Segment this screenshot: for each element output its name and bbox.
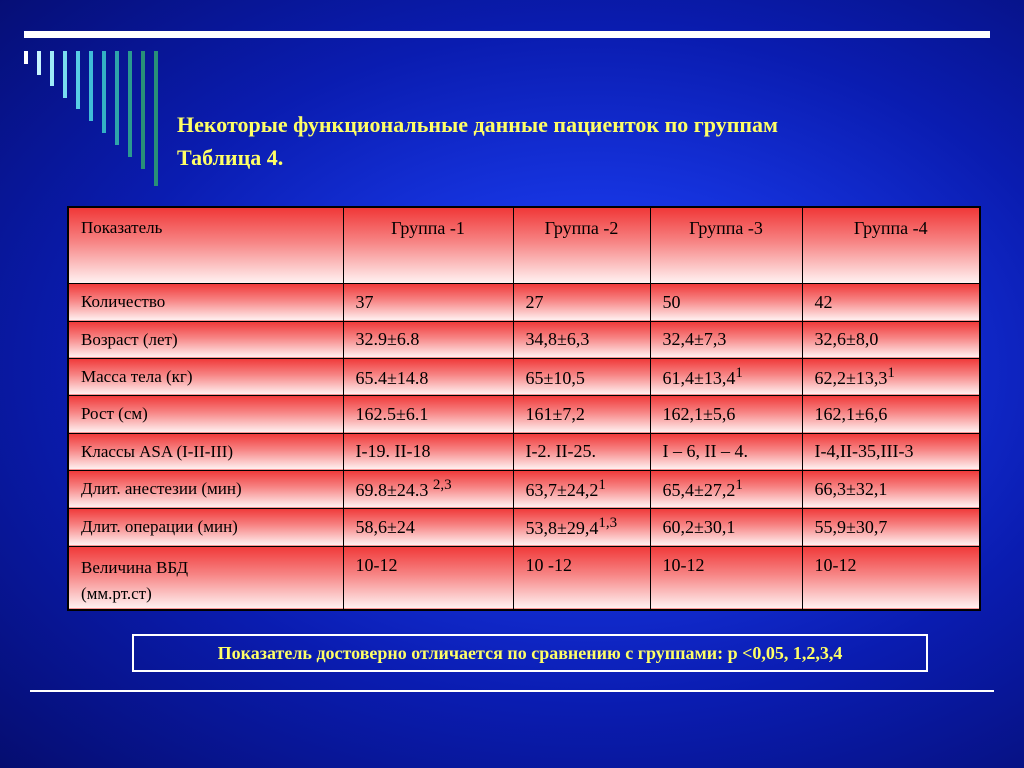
table-cell: 42	[802, 283, 980, 321]
deco-bar-9	[128, 51, 132, 157]
deco-bar-1	[24, 51, 28, 64]
table-cell: I – 6, II – 4.	[650, 433, 802, 470]
header-indicator: Показатель	[68, 207, 343, 283]
table-row	[68, 546, 980, 610]
table-cell: 10-12	[343, 546, 513, 610]
header-group-4: Группа -4	[802, 207, 980, 283]
deco-bar-3	[50, 51, 54, 86]
table-cell: $61,4\pm 13,4^1$	[650, 358, 802, 395]
slide-title	[177, 108, 997, 174]
table-cell: 65±10,5	[513, 358, 650, 395]
table-cell: 60,2±30,1	[650, 508, 802, 546]
table-cell: 50	[650, 283, 802, 321]
table-cell: I-19. II-18	[343, 433, 513, 470]
table-cell: 66,3±32,1	[802, 470, 980, 508]
table-cell: 34,8±6,3	[513, 321, 650, 358]
table-row	[68, 395, 980, 433]
table-cell: 37	[343, 283, 513, 321]
table-cell: 10 -12	[513, 546, 650, 610]
row-label: Длит. операции (мин)	[68, 508, 343, 546]
table-row	[68, 283, 980, 321]
table-row	[68, 433, 980, 470]
row-label: Длит. анестезии (мин)	[68, 470, 343, 508]
table-cell: 58,6±24	[343, 508, 513, 546]
header-group-3: Группа -3	[650, 207, 802, 283]
deco-bar-8	[115, 51, 119, 145]
table-cell: 69.8±24.3 $^{2,3}$	[343, 470, 513, 508]
table-cell: $65,4\pm 27,2^1$	[650, 470, 802, 508]
table-cell: 32,6±8,0	[802, 321, 980, 358]
table-row	[68, 508, 980, 546]
row-label: Количество	[68, 283, 343, 321]
table-cell: 162,1±5,6	[650, 395, 802, 433]
table-cell: $63,7\pm 24,2^1$	[513, 470, 650, 508]
table-header-row	[68, 207, 980, 283]
table-cell: 162,1±6,6	[802, 395, 980, 433]
table-cell: 65.4±14.8	[343, 358, 513, 395]
significance-note: Показатель достоверно отличается по сравнению с группами: p <0,05, 1,2,3,4	[132, 634, 928, 672]
deco-bar-2	[37, 51, 41, 75]
title-line-1: Некоторые функциональные данные пациенток по группам	[177, 112, 779, 137]
table-cell: $53,8\pm 29,4^{1,3}$	[513, 508, 650, 546]
table-cell: 55,9±30,7	[802, 508, 980, 546]
table-cell: 27	[513, 283, 650, 321]
decorative-bars	[0, 0, 200, 220]
deco-bar-4	[63, 51, 67, 98]
table-row	[68, 358, 980, 395]
row-label: Рост (см)	[68, 395, 343, 433]
row-label: Величина ВБД (мм.рт.ст)	[68, 546, 343, 610]
table-cell: 161±7,2	[513, 395, 650, 433]
table-cell: $62,2\pm 13,3^1$	[802, 358, 980, 395]
bottom-rule	[30, 690, 994, 692]
table-cell: 162.5±6.1	[343, 395, 513, 433]
row-label: Возраст (лет)	[68, 321, 343, 358]
deco-bar-11	[154, 51, 158, 186]
table-row	[68, 470, 980, 508]
header-group-2: Группа -2	[513, 207, 650, 283]
row-label: Масса тела (кг)	[68, 358, 343, 395]
table-cell: I-2. II-25.	[513, 433, 650, 470]
deco-bar-10	[141, 51, 145, 169]
table-cell: 10-12	[650, 546, 802, 610]
table-cell: 10-12	[802, 546, 980, 610]
title-line-2: Таблица 4.	[177, 145, 284, 170]
row-label: Классы ASA (I-II-III)	[68, 433, 343, 470]
deco-bar-5	[76, 51, 80, 109]
data-table	[67, 206, 981, 611]
header-group-1: Группа -1	[343, 207, 513, 283]
table-cell: 32.9±6.8	[343, 321, 513, 358]
table-row	[68, 321, 980, 358]
table-cell: I-4,II-35,III-3	[802, 433, 980, 470]
deco-bar-7	[102, 51, 106, 133]
table-cell: 32,4±7,3	[650, 321, 802, 358]
deco-bar-6	[89, 51, 93, 121]
